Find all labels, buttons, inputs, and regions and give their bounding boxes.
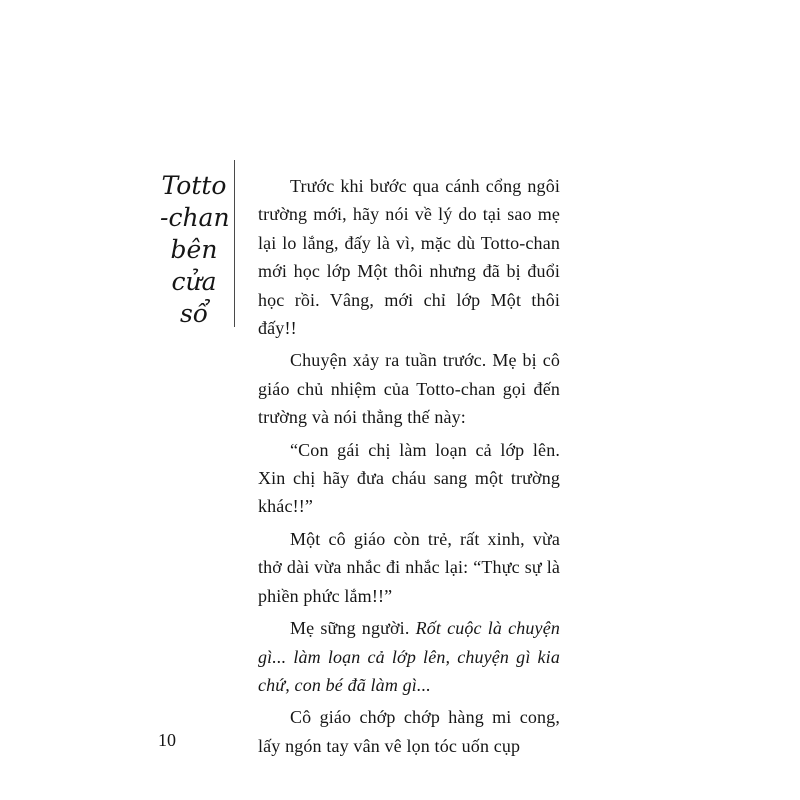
paragraph-text: “Con gái chị làm loạn cả lớp lên. Xin chị hãy đưa cháu sang một trường khác!!” <box>258 439 560 517</box>
title-divider-rule <box>234 160 235 327</box>
paragraph-text: Chuyện xảy ra tuần trước. Mẹ bị cô giáo chủ nhiệm của Totto-chan gọi đến trường và nói thẳng thế này: <box>258 350 560 428</box>
paragraph-text: Mẹ sững người. <box>290 618 416 639</box>
paragraph <box>258 436 560 521</box>
paragraph <box>258 525 560 610</box>
paragraph-text: Trước khi bước qua cánh cổng ngôi trường mới, hãy nói về lý do tại sao mẹ lại lo lắng, đấy là vì, mặc dù Totto-chan mới học lớp Một thôi nhưng đã bị đuổi học rồi. Vâng, mới chỉ lớp Một thôi đấy!! <box>258 176 560 339</box>
body-text <box>258 172 560 760</box>
page-number: 10 <box>158 730 176 750</box>
paragraph-text: Một cô giáo còn trẻ, rất xinh, vừa thở dài vừa nhắc đi nhắc lại: “Thực sự là phiền phức lắm!!” <box>258 528 560 606</box>
chapter-title-line: bên <box>170 235 218 264</box>
chapter-title-line: -chan <box>160 203 230 232</box>
chapter-title-line: cửa <box>171 267 217 296</box>
chapter-title <box>160 170 228 330</box>
paragraph-text: Cô giáo chớp chớp hàng mi cong, lấy ngón tay vân vê lọn tóc uốn cụp <box>258 707 560 756</box>
paragraph <box>258 703 560 760</box>
chapter-title-line: Totto <box>161 171 227 200</box>
chapter-title-line: sổ <box>179 299 209 328</box>
paragraph <box>258 172 560 342</box>
paragraph <box>258 346 560 431</box>
paragraph <box>258 614 560 699</box>
paragraph-italic-text: Rốt cuộc là chuyện gì... làm loạn cả lớp lên, chuyện gì kia chứ, con bé đã làm gì... <box>258 618 560 695</box>
